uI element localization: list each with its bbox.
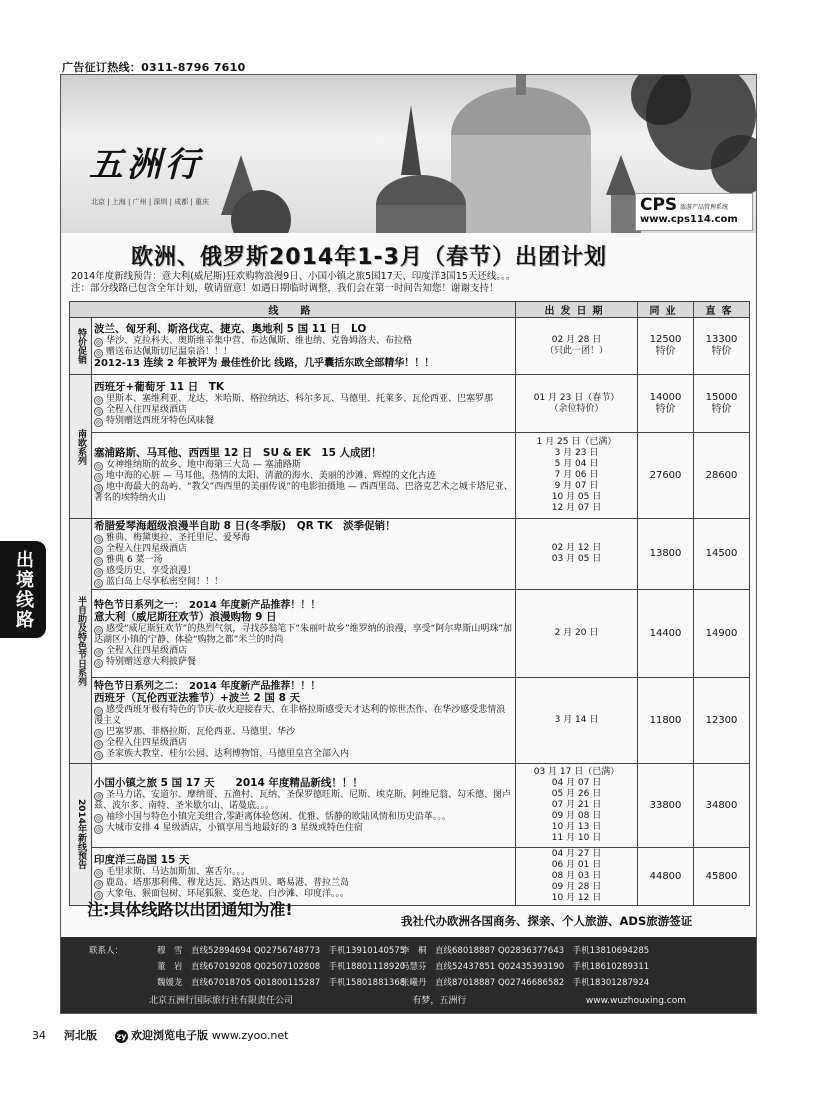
wuzhouxing-logo: 五洲行: [89, 145, 203, 185]
itinerary-note: 注:具体线路以出团通知为准!: [87, 900, 293, 919]
side-tab: 出境线路: [0, 541, 46, 638]
table-row: [70, 590, 750, 678]
contact-row: [71, 959, 746, 975]
date-cell: 02 月 12 日 03 月 05 日: [516, 519, 638, 590]
peer-price: 33800: [638, 764, 694, 848]
peer-price: 44800: [638, 848, 694, 906]
table-row: [70, 433, 750, 519]
bullet-icon: ◎: [95, 463, 102, 470]
bullet-icon: ◎: [95, 350, 102, 357]
direct-price: 12300: [694, 678, 750, 764]
route-line: ◎ 赠送布达佩斯切尼温泉浴！！！: [95, 347, 233, 357]
route-cell: 希腊爱琴海超级浪漫半自助 8 日(冬季版) QR TK 淡季促销！ ◎ 雅典、梅黛奥拉、圣托里尼、爱琴海 ◎ 全程入住四星级酒店 ◎ 雅典 6 菜一汤 ◎ 感受历史、享受浪漫！ ◎ 蓝白岛上尽享私密空间！！！: [92, 519, 516, 590]
route-line: ◎ 华沙、克拉科夫、奥斯维辛集中营、布达佩斯、维也纳、克鲁姆洛夫、布拉格: [95, 336, 413, 346]
header-route: 线 路: [70, 302, 516, 318]
bullet-icon: ◎: [95, 891, 102, 899]
bullet-icon: ◎: [95, 869, 102, 877]
series-label: 特色节日系列之一： 2014 年度新产品推荐！！！: [94, 599, 321, 611]
direct-price: 34800: [694, 764, 750, 848]
contact-entry: 魏媛龙 直线67018705 Q01800115287 手机15801881368: [157, 978, 406, 988]
bullet-icon: ◎: [95, 339, 102, 346]
direct-price: 14900: [694, 590, 750, 678]
visa-services: 我社代办欧洲各国商务、探亲、个人旅游、ADS旅游签证: [401, 914, 693, 928]
bullet-icon: ◎: [95, 536, 102, 543]
preview-line-1: 2014年度新线预告：意大利(威尼斯)狂欢购物浪漫9日、小国小镇之旅5国17天、印度洋3国15天还线。。。: [71, 271, 516, 282]
zyoo-logo-icon: zy: [116, 1032, 127, 1041]
category-south: 南欧系列: [70, 375, 92, 519]
date-cell: 01 月 23 日（春节） （余位特价）: [516, 375, 638, 433]
page-footer: [32, 1027, 288, 1043]
peer-price: 27600: [638, 433, 694, 519]
date-cell: 2 月 20 日: [516, 590, 638, 678]
date-cell: 1 月 25 日（已满） 3 月 23 日 5 月 04 日 7 月 06 日 9 月 07 日 10 月 05 日 12 月 07 日: [516, 433, 638, 519]
peer-price: 11800: [638, 678, 694, 764]
banner: [61, 75, 756, 233]
direct-price: 13300 特价: [694, 318, 750, 375]
page-title: 欧洲、俄罗斯2014年1-3月（春节）出团计划: [131, 245, 607, 270]
table-row: [70, 764, 750, 848]
bullet-icon: ◎: [95, 659, 102, 667]
bullet-icon: ◎: [95, 648, 102, 656]
direct-price: 15000 特价: [694, 375, 750, 433]
route-title: 塞浦路斯、马耳他、西西里 12 日 SU & EK 15 人成团！: [94, 447, 382, 459]
company-name: 北京五洲行国际旅行社有限责任公司: [149, 996, 294, 1006]
page-number: 34: [32, 1028, 46, 1042]
route-title: 西班牙（瓦伦西亚法雅节）+波兰 2 国 8 天: [94, 692, 301, 704]
route-cell: 西班牙+葡萄牙 11 日 TK ◎ 里斯本、塞维利亚、龙达、米哈斯、格拉纳达、科尔多瓦、马德里、托莱多、瓦伦西亚、巴塞罗那 ◎ 全程入住四星级酒店 ◎ 特别赠送西班牙特色风味餐: [92, 375, 516, 433]
route-title: 西班牙+葡萄牙 11 日 TK: [94, 380, 225, 393]
bullet-icon: ◎: [95, 396, 102, 404]
edition-label: 河北版: [64, 1029, 97, 1042]
ad-hotline: 广告征订热线：0311-8796 7610: [62, 61, 246, 74]
bullet-icon: ◎: [95, 407, 102, 415]
bullet-icon: ◎: [95, 752, 102, 759]
route-title: 希腊爱琴海超级浪漫半自助 8 日(冬季版) QR TK 淡季促销！: [94, 520, 396, 532]
cps-badge: [635, 193, 753, 231]
bullet-icon: ◎: [95, 741, 102, 748]
bullet-icon: ◎: [95, 474, 102, 481]
peer-price: 12500 特价: [638, 318, 694, 375]
bullet-icon: ◎: [95, 730, 102, 737]
table-row: [70, 678, 750, 764]
date-cell: 04 月 27 日 06 月 01 日 08 月 03 日 09 月 28 日 10 月 12 日: [516, 848, 638, 906]
table-row: [70, 318, 750, 375]
logo-cities: 北京 | 上海 | 广州 | 深圳 | 成都 | 重庆: [91, 198, 210, 206]
bullet-icon: ◎: [95, 880, 102, 888]
contact-row: [71, 943, 746, 959]
series-label: 特色节日系列之二： 2014 年度新产品推荐！！！: [94, 681, 321, 692]
route-title: 印度洋三岛国 15 天: [94, 853, 190, 866]
table-row: [70, 519, 750, 590]
bullet-icon: ◎: [95, 580, 102, 587]
contact-entry: 董 岩 直线67019208 Q02507102808 手机18801118920: [157, 962, 406, 972]
contact-entry: 穆 雪 直线52894694 Q02756748773 手机13910140575: [157, 946, 406, 956]
bullet-icon: ◎: [95, 826, 102, 833]
zyoo-url[interactable]: www.zyoo.net: [211, 1029, 289, 1042]
route-cell: 小国小镇之旅 5 国 17 天 2014 年度精品新线！！！ ◎ 圣马力诺、安道尔、摩纳哥、五渔村、瓦纳、圣保罗德旺斯、尼斯、埃克斯、阿维尼翁、勾禾德、图卢兹、波尔多、南特、圣米歇尔山、诺曼底。。。 ◎ 袖珍小国与特色小镇完美组合,零距离体验悠闲、优雅、恬静的欧陆风情和历史沿革。。。 ◎ 大城市安排 4 星级酒店，小镇享用当地最好的 3 星级或特色住宿: [92, 764, 516, 848]
peer-price: 14400: [638, 590, 694, 678]
route-cell: 特色节日系列之一： 2014 年度新产品推荐！！！ 意大利（威尼斯狂欢节）浪漫购物 9 日 ◎ 感受“威尼斯狂欢节”的热烈气氛，寻找莎翁笔下“朱丽叶故乡”维罗纳的浪漫，享受“阿尔卑斯山明珠”加达湖区小镇的宁静、体验“购物之都”米兰的时尚 ◎ 全程入住四星级酒店 ◎ 特别赠送意大利披萨餐: [92, 590, 516, 678]
contact-label: 联系人：: [89, 946, 124, 956]
bullet-icon: ◎: [95, 558, 102, 565]
bullet-icon: ◎: [95, 569, 102, 576]
peer-price: 13800: [638, 519, 694, 590]
date-cell: 02 月 28 日 （只此一团！）: [516, 318, 638, 375]
contact-row: [71, 975, 746, 991]
bullet-icon: ◎: [95, 485, 102, 492]
contact-entry: 李 桐 直线68018887 Q02836377643 手机13810694285: [401, 946, 650, 956]
route-cell: 塞浦路斯、马耳他、西西里 12 日 SU & EK 15 人成团！ ◎ 女神维纳斯的故乡、地中海第三大岛 — 塞浦路斯 ◎ 地中海的心脏 — 马耳他，热情的太阳、清澈的海水、美丽的沙滩、辉煌的文化古迹 ◎ 地中海最大的岛屿、“教父”西西里的美丽传说”的电影拍摄地 — 西西里岛、巴洛克艺术之城卡塔尼亚、著名的埃特纳火山: [92, 433, 516, 519]
contact-entry: 张曦丹 直线87018887 Q02746686582 手机18301287924: [401, 978, 650, 988]
preview-line-2: 注：部分线路已包含全年计划，敬请留意！如遇日期临时调整，我们会在第一时间告知您！谢谢支持！: [71, 283, 499, 294]
route-highlight: 2012-13 连续 2 年被评为 最佳性价比 线路，几乎囊括东欧全部精华！！！: [94, 358, 435, 369]
contact-footer: [71, 993, 746, 1009]
route-title: 意大利（威尼斯狂欢节）浪漫购物 9 日: [94, 610, 277, 623]
direct-price: 14500: [694, 519, 750, 590]
route-title: 波兰、匈牙利、斯洛伐克、捷克、奥地利 5 国 11 日 LO: [94, 323, 367, 335]
bullet-icon: ◎: [95, 418, 102, 426]
header-direct: 直客: [694, 302, 750, 318]
bullet-icon: ◎: [95, 815, 102, 822]
table-row: [70, 375, 750, 433]
route-cell: 特色节日系列之二： 2014 年度新产品推荐！！！ 西班牙（瓦伦西亚法雅节）+波兰 2 国 8 天 ◎ 感受西班牙极有特色的节庆-放火迎接春天、在非格拉斯感受天才达利的惊世杰作、在华沙感受悲情浪漫主义 ◎ 巴塞罗那、菲格拉斯、瓦伦西亚、马德里、华沙 ◎ 全程入住四星级酒店 ◎ 圣家族大教堂、桂尔公园、达利博物馆、马德里皇宫全部入内: [92, 678, 516, 764]
promo: zy 欢迎浏览电子版 www.zyoo.net: [116, 1029, 289, 1042]
date-cell: 03 月 17 日（已满） 04 月 07 日 05 月 26 日 07 月 21 日 09 月 08 日 10 月 13 日 11 月 10 日: [516, 764, 638, 848]
header-date: 出发日期: [516, 302, 638, 318]
slogan: 有梦，五洲行: [412, 996, 467, 1006]
bullet-icon: ◎: [95, 793, 102, 800]
table-header: [70, 302, 750, 318]
cps-brand: CPS: [640, 195, 678, 215]
category-halfauto: 半自助及特色节日系列: [70, 519, 92, 764]
tour-schedule-table: [69, 301, 750, 906]
bullet-icon: ◎: [95, 708, 102, 715]
category-new2014: 2014年新线预告: [70, 764, 92, 906]
company-website[interactable]: www.wuzhouxing.com: [585, 996, 686, 1006]
header-peer: 同业: [638, 302, 694, 318]
route-cell: 印度洋三岛国 15 天 ◎ 毛里求斯、马达加斯加、塞舌尔。。。 ◎ 鹿岛、塔那那利佛、穆龙达瓦、路达西贝、略易港、普拉兰岛 ◎ 大象龟、猴面包树、环尾狐猴、变色龙、白沙滩、印度洋。。。: [92, 848, 516, 906]
date-cell: 3 月 14 日: [516, 678, 638, 764]
route-cell: [92, 318, 516, 375]
route-title: 小国小镇之旅 5 国 17 天 2014 年度精品新线！！！: [94, 777, 363, 789]
advertisement-frame: [60, 74, 757, 1014]
category-special: 特价促销: [70, 318, 92, 375]
direct-price: 28600: [694, 433, 750, 519]
preview-notes: [71, 271, 751, 295]
cps-url: www.cps114.com: [640, 214, 738, 225]
contact-entry: 马慧芬 直线52437851 Q02435393190 手机18610289311: [401, 962, 650, 972]
cps-system: 旅游产品管理系统: [680, 204, 729, 211]
direct-price: 45800: [694, 848, 750, 906]
peer-price: 14000 特价: [638, 375, 694, 433]
bullet-icon: ◎: [95, 547, 102, 554]
contact-panel: [61, 937, 756, 1014]
bullet-icon: ◎: [95, 626, 102, 634]
